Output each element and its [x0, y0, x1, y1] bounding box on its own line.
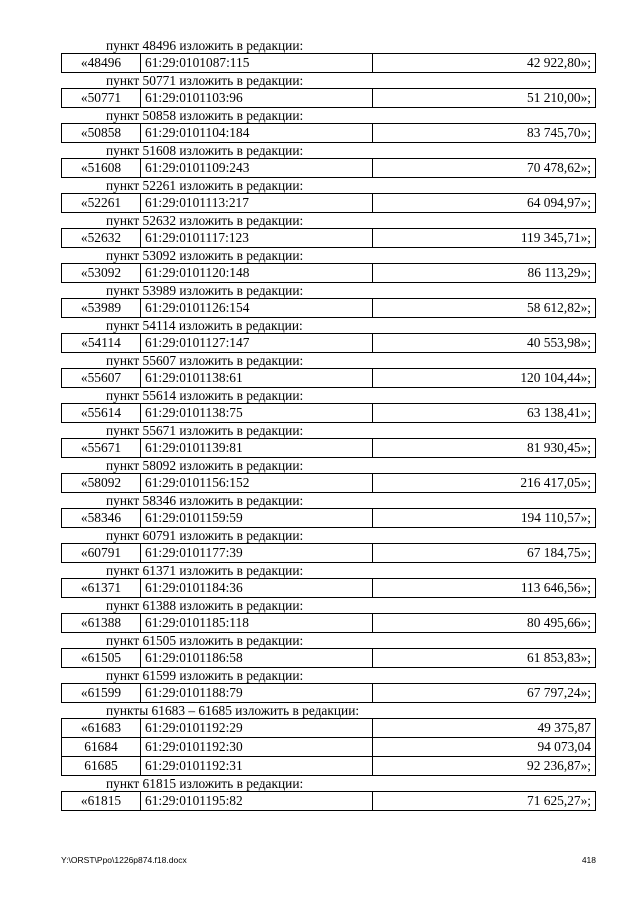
item-number: «53092	[62, 264, 141, 283]
value-cell: 80 495,66»;	[373, 614, 596, 633]
table-row	[62, 124, 596, 143]
file-path: Y:\ORST\Ppo\1226p874.f18.docx	[61, 855, 187, 865]
cadastral-number: 61:29:0101184:36	[141, 579, 373, 598]
item-number: «53989	[62, 299, 141, 318]
value-cell: 86 113,29»;	[373, 264, 596, 283]
entry-table	[61, 648, 596, 668]
table-row	[62, 194, 596, 213]
cadastral-number: 61:29:0101185:118	[141, 614, 373, 633]
table-row	[62, 299, 596, 318]
table-row	[62, 738, 596, 757]
entry-table	[61, 683, 596, 703]
section-heading: пункт 52261 изложить в редакции:	[106, 178, 304, 193]
value-cell: 42 922,80»;	[373, 54, 596, 73]
entry-table	[61, 613, 596, 633]
table-row	[62, 509, 596, 528]
value-cell: 61 853,83»;	[373, 649, 596, 668]
cadastral-number: 61:29:0101159:59	[141, 509, 373, 528]
section-heading: пункт 52632 изложить в редакции:	[106, 213, 304, 228]
section-heading: пункты 61683 – 61685 изложить в редакции:	[106, 703, 360, 718]
table-row	[62, 757, 596, 776]
entry-table	[61, 718, 596, 776]
cadastral-number: 61:29:0101177:39	[141, 544, 373, 563]
section-heading: пункт 55607 изложить в редакции:	[106, 353, 304, 368]
cadastral-number: 61:29:0101117:123	[141, 229, 373, 248]
item-number: «51608	[62, 159, 141, 178]
entry-table	[61, 298, 596, 318]
value-cell: 71 625,27»;	[373, 792, 596, 811]
section-heading: пункт 61388 изложить в редакции:	[106, 598, 304, 613]
section-heading: пункт 54114 изложить в редакции:	[106, 318, 303, 333]
item-number: «58346	[62, 509, 141, 528]
value-cell: 67 797,24»;	[373, 684, 596, 703]
cadastral-number: 61:29:0101103:96	[141, 89, 373, 108]
document-body	[61, 38, 596, 811]
table-row	[62, 439, 596, 458]
item-number: «52261	[62, 194, 141, 213]
table-row	[62, 719, 596, 738]
item-number: 61684	[62, 738, 141, 757]
cadastral-number: 61:29:0101139:81	[141, 439, 373, 458]
value-cell: 94 073,04	[373, 738, 596, 757]
cadastral-number: 61:29:0101138:75	[141, 404, 373, 423]
cadastral-number: 61:29:0101195:82	[141, 792, 373, 811]
entry-table	[61, 791, 596, 811]
table-row	[62, 792, 596, 811]
entry-table	[61, 543, 596, 563]
cadastral-number: 61:29:0101186:58	[141, 649, 373, 668]
cadastral-number: 61:29:0101104:184	[141, 124, 373, 143]
entry-table	[61, 508, 596, 528]
item-number: «61505	[62, 649, 141, 668]
section-heading: пункт 55671 изложить в редакции:	[106, 423, 304, 438]
item-number: «61388	[62, 614, 141, 633]
section-heading: пункт 60791 изложить в редакции:	[106, 528, 304, 543]
table-row	[62, 579, 596, 598]
value-cell: 81 930,45»;	[373, 439, 596, 458]
entry-table	[61, 473, 596, 493]
section-heading: пункт 61599 изложить в редакции:	[106, 668, 304, 683]
cadastral-number: 61:29:0101192:29	[141, 719, 373, 738]
page-number: 418	[581, 855, 596, 865]
table-row	[62, 474, 596, 493]
entry-table	[61, 578, 596, 598]
value-cell: 216 417,05»;	[373, 474, 596, 493]
section-heading: пункт 58092 изложить в редакции:	[106, 458, 304, 473]
item-number: «55607	[62, 369, 141, 388]
cadastral-number: 61:29:0101126:154	[141, 299, 373, 318]
entry-table	[61, 438, 596, 458]
value-cell: 49 375,87	[373, 719, 596, 738]
entry-table	[61, 263, 596, 283]
value-cell: 51 210,00»;	[373, 89, 596, 108]
item-number: «61599	[62, 684, 141, 703]
item-number: «55671	[62, 439, 141, 458]
entry-table	[61, 403, 596, 423]
value-cell: 70 478,62»;	[373, 159, 596, 178]
section-heading: пункт 61505 изложить в редакции:	[106, 633, 304, 648]
table-row	[62, 54, 596, 73]
entry-table	[61, 123, 596, 143]
entry-table	[61, 158, 596, 178]
cadastral-number: 61:29:0101113:217	[141, 194, 373, 213]
section-heading: пункт 53989 изложить в редакции:	[106, 283, 304, 298]
table-row	[62, 684, 596, 703]
cadastral-number: 61:29:0101192:31	[141, 757, 373, 776]
table-row	[62, 89, 596, 108]
section-heading: пункт 55614 изложить в редакции:	[106, 388, 304, 403]
section-heading: пункт 51608 изложить в редакции:	[106, 143, 304, 158]
value-cell: 67 184,75»;	[373, 544, 596, 563]
cadastral-number: 61:29:0101138:61	[141, 369, 373, 388]
item-number: 61685	[62, 757, 141, 776]
entry-table	[61, 333, 596, 353]
value-cell: 40 553,98»;	[373, 334, 596, 353]
item-number: «54114	[62, 334, 141, 353]
item-number: «48496	[62, 54, 141, 73]
value-cell: 83 745,70»;	[373, 124, 596, 143]
value-cell: 120 104,44»;	[373, 369, 596, 388]
table-row	[62, 334, 596, 353]
entry-table	[61, 88, 596, 108]
table-row	[62, 229, 596, 248]
value-cell: 58 612,82»;	[373, 299, 596, 318]
item-number: «52632	[62, 229, 141, 248]
entry-table	[61, 228, 596, 248]
table-row	[62, 649, 596, 668]
cadastral-number: 61:29:0101127:147	[141, 334, 373, 353]
item-number: «50858	[62, 124, 141, 143]
value-cell: 119 345,71»;	[373, 229, 596, 248]
section-heading: пункт 50858 изложить в редакции:	[106, 108, 304, 123]
item-number: «61815	[62, 792, 141, 811]
cadastral-number: 61:29:0101120:148	[141, 264, 373, 283]
section-heading: пункт 61815 изложить в редакции:	[106, 776, 304, 791]
item-number: «61371	[62, 579, 141, 598]
cadastral-number: 61:29:0101188:79	[141, 684, 373, 703]
item-number: «50771	[62, 89, 141, 108]
section-heading: пункт 50771 изложить в редакции:	[106, 73, 304, 88]
value-cell: 92 236,87»;	[373, 757, 596, 776]
value-cell: 64 094,97»;	[373, 194, 596, 213]
cadastral-number: 61:29:0101192:30	[141, 738, 373, 757]
value-cell: 194 110,57»;	[373, 509, 596, 528]
cadastral-number: 61:29:0101087:115	[141, 54, 373, 73]
table-row	[62, 264, 596, 283]
table-row	[62, 369, 596, 388]
section-heading: пункт 58346 изложить в редакции:	[106, 493, 304, 508]
entry-table	[61, 193, 596, 213]
table-row	[62, 404, 596, 423]
entry-table	[61, 53, 596, 73]
cadastral-number: 61:29:0101109:243	[141, 159, 373, 178]
entry-table	[61, 368, 596, 388]
item-number: «60791	[62, 544, 141, 563]
value-cell: 63 138,41»;	[373, 404, 596, 423]
table-row	[62, 544, 596, 563]
table-row	[62, 159, 596, 178]
item-number: «61683	[62, 719, 141, 738]
value-cell: 113 646,56»;	[373, 579, 596, 598]
section-heading: пункт 53092 изложить в редакции:	[106, 248, 304, 263]
table-row	[62, 614, 596, 633]
item-number: «55614	[62, 404, 141, 423]
item-number: «58092	[62, 474, 141, 493]
section-heading: пункт 61371 изложить в редакции:	[106, 563, 304, 578]
cadastral-number: 61:29:0101156:152	[141, 474, 373, 493]
section-heading: пункт 48496 изложить в редакции:	[106, 38, 304, 53]
